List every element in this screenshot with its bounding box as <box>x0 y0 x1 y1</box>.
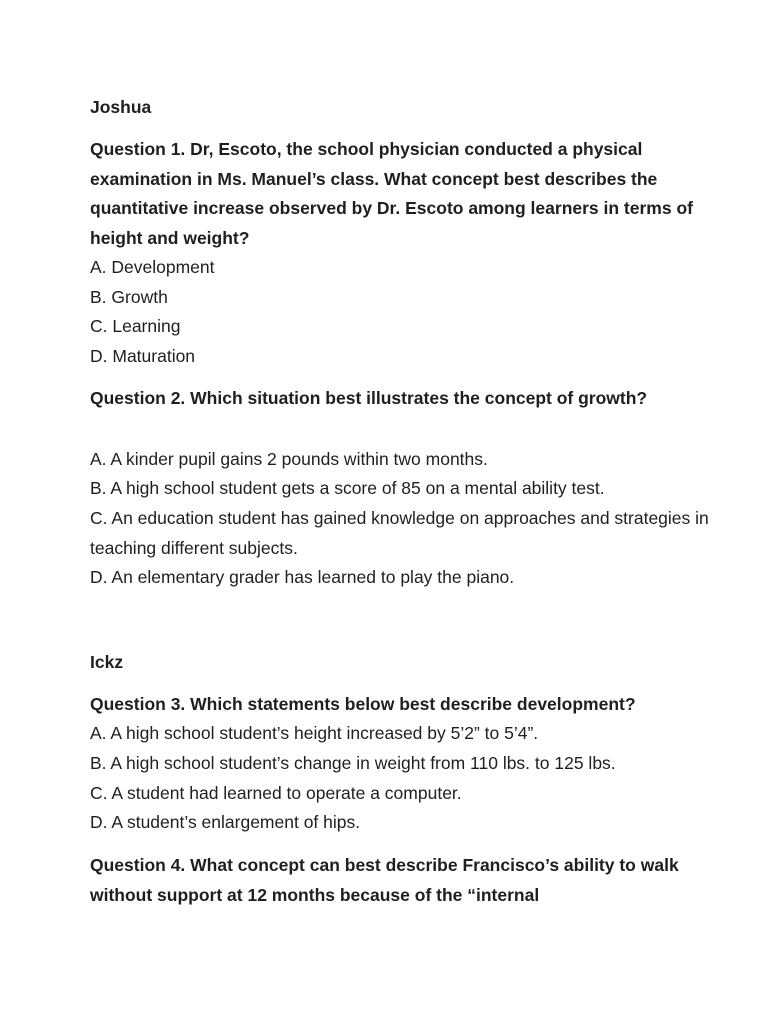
question-1-option-b: B. Growth <box>90 287 168 307</box>
question-3-option-c: C. A student had learned to operate a computer. <box>90 783 462 803</box>
question-3-option-b: B. A high school student’s change in weight from 110 lbs. to 125 lbs. <box>90 753 616 773</box>
question-4-text: Question 4. What concept can best describe Francisco’s ability to walk without support at 12 months because of the “internal <box>90 855 679 905</box>
question-2-text: Question 2. Which situation best illustrates the concept of growth? <box>90 388 648 408</box>
question-1-text: Question 1. Dr, Escoto, the school physician conducted a physical examination in Ms. Manuel’s class. What concept best describes the quantitative increase observed by Dr. Escoto among learners in terms of height and weight? <box>90 139 693 248</box>
question-2-option-c: C. An education student has gained knowledge on approaches and strategies in teaching different subjects. <box>90 508 709 558</box>
question-2-option-a: A. A kinder pupil gains 2 pounds within two months. <box>90 449 488 469</box>
author-name: Joshua <box>90 97 152 117</box>
question-3-option-d: D. A student’s enlargement of hips. <box>90 812 361 832</box>
author-name: Ickz <box>90 652 124 672</box>
question-3-option-a: A. A high school student’s height increased by 5’2” to 5’4”. <box>90 723 539 743</box>
question-3-text: Question 3. Which statements below best describe development? <box>90 694 636 714</box>
question-1-option-d: D. Maturation <box>90 346 196 366</box>
question-1-option-a: A. Development <box>90 257 215 277</box>
question-1-option-c: C. Learning <box>90 316 181 336</box>
question-2-option-d: D. An elementary grader has learned to play the piano. <box>90 567 515 587</box>
question-2-option-b: B. A high school student gets a score of 85 on a mental ability test. <box>90 478 605 498</box>
